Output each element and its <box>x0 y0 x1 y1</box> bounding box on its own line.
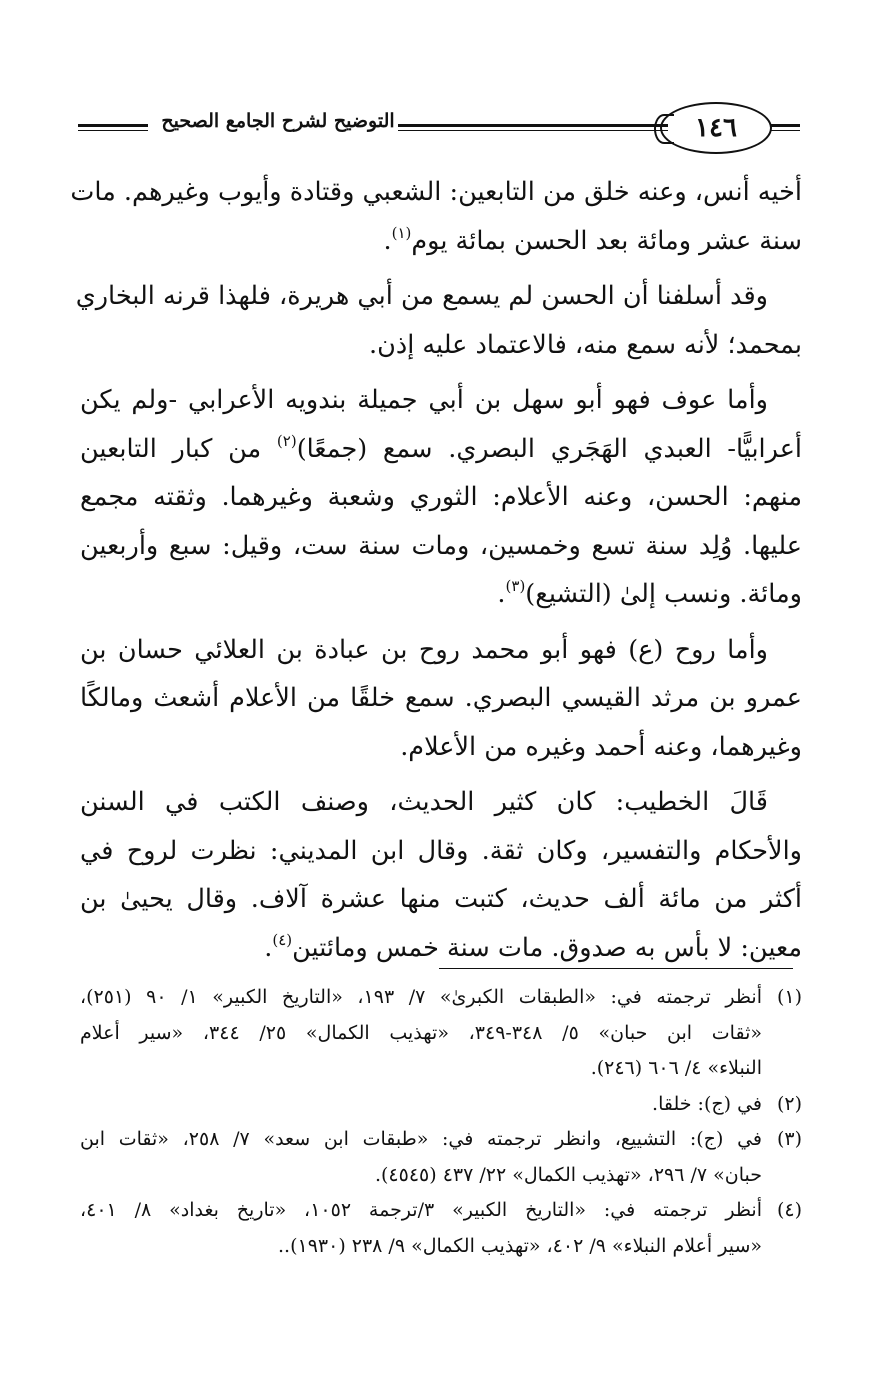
footnote-3 <box>80 1122 802 1193</box>
footnote-line: «سير أعلام النبلاء» ٩/ ٤٠٢، «تهذيب الكمال» ٩/ ٢٣٨ (١٩٣٠).. <box>277 1234 762 1257</box>
paragraph-1 <box>70 168 802 265</box>
text-fragment: من كبار التابعين <box>80 433 262 464</box>
page-header <box>78 96 800 160</box>
text-line <box>80 924 802 973</box>
footnote-text <box>80 980 762 1087</box>
footnote-text <box>80 1122 762 1193</box>
text-fragment: . <box>497 579 506 609</box>
footnote-line: في (ج): خلقا. <box>652 1092 762 1115</box>
footnote-text <box>80 1193 762 1264</box>
text-fragment: معين: لا بأس به صدوق. مات سنة خمس ومائتين <box>292 932 802 963</box>
text-line: قَالَ الخطيب: كان كثير الحديث، وصنف الكتب في السنن <box>80 787 768 817</box>
text-line: عمرو بن مرثد القيسي البصري. سمع خلقًا من الأعلام أشعث ومالكًا <box>80 683 802 713</box>
text-line: والأحكام والتفسير، وكان ثقة. وقال ابن المديني: نظرت لروح في <box>80 835 802 866</box>
paragraph-4 <box>80 626 802 772</box>
text-line: بمحمد؛ لأنه سمع منه، فالاعتماد عليه إذن. <box>369 329 802 360</box>
footnote-line: «ثقات ابن حبان» ٥/ ٣٤٨-٣٤٩، «تهذيب الكمال» ٢٥/ ٣٤٤، «سير أعلام <box>80 1021 762 1044</box>
text-line: عليها. وُلِد سنة تسع وخمسين، ومات سنة ست، وقيل: سبع وأربعين <box>80 530 802 561</box>
text-fragment: ومائة. ونسب إلىٰ (التشيع) <box>525 579 802 609</box>
header-rule-middle <box>398 124 668 127</box>
text-line: أكثر من مائة ألف حديث، كتبت منها عشرة آلاف. وقال يحيىٰ بن <box>80 884 802 914</box>
footnote-text <box>80 1087 762 1123</box>
paragraph-2 <box>75 272 802 369</box>
footnote-number: (١) <box>776 986 802 1008</box>
footnote-ref-1[interactable]: (١) <box>391 223 412 242</box>
running-title: التوضيح لشرح الجامع الصحيح <box>161 110 395 132</box>
page-number: ١٤٦ <box>660 102 772 154</box>
footnote-line: النبلاء» ٤/ ٦٠٦ (٢٤٦). <box>590 1057 762 1079</box>
footnote-number: (٢) <box>776 1092 802 1115</box>
footnote-2 <box>80 1087 802 1123</box>
text-line: وأما عوف فهو أبو سهل بن أبي جميلة بندويه الأعرابي -ولم يكن <box>80 385 768 415</box>
footnote-number: (٣) <box>776 1128 802 1150</box>
text-line <box>80 217 802 266</box>
footnote-divider <box>439 968 793 969</box>
footnote-line: أنظر ترجمته في: «التاريخ الكبير» ٣/ترجمة ١٠٥٢، «تاريخ بغداد» ٨/ ٤٠١، <box>80 1199 762 1221</box>
text-line <box>80 425 802 474</box>
header-rule-left <box>78 124 148 127</box>
text-line: وقد أسلفنا أن الحسن لم يسمع من أبي هريرة، فلهذا قرنه البخاري <box>75 281 768 311</box>
text-line: منهم: الحسن، وعنه الأعلام: الثوري وشعبة وغيرهما. وثقته مجمع <box>80 482 802 512</box>
text-fragment: . <box>383 225 392 256</box>
text-fragment: . <box>264 932 273 963</box>
footnote-1 <box>80 980 802 1087</box>
footnote-ref-4[interactable]: (٤) <box>272 930 293 949</box>
text-line <box>80 570 802 619</box>
footnote-line: في (ج): التشييع، وانظر ترجمته في: «طبقات ابن سعد» ٧/ ٢٥٨، «ثقات ابن <box>80 1128 762 1150</box>
footnote-ref-2[interactable]: (٢) <box>276 431 297 450</box>
text-fragment: سنة عشر ومائة بعد الحسن بمائة يوم <box>411 225 802 256</box>
footnote-4 <box>80 1193 802 1264</box>
paragraph-5 <box>80 778 802 972</box>
main-text <box>70 168 803 979</box>
paragraph-3 <box>80 376 802 619</box>
footnote-line: أنظر ترجمته في: «الطبقات الكبرىٰ» ٧/ ١٩٣، «التاريخ الكبير» ١/ ٩٠ (٢٥١)، <box>80 986 762 1008</box>
text-fragment: أعرابيًّا- العبدي الهَجَري البصري. سمع (جمعًا) <box>296 433 803 464</box>
footnote-ref-3[interactable]: (٣) <box>505 577 526 595</box>
text-line: وأما روح (ع) فهو أبو محمد روح بن عبادة بن العلائي حسان بن <box>80 634 768 665</box>
text-line: وغيرهما، وعنه أحمد وغيره من الأعلام. <box>400 731 802 762</box>
footnote-line: حبان» ٧/ ٢٩٦، «تهذيب الكمال» ٢٢/ ٤٣٧ (٤٥٤٥). <box>374 1163 762 1186</box>
footnote-number: (٤) <box>776 1199 802 1221</box>
footnotes <box>80 980 802 1264</box>
text-line: أخيه أنس، وعنه خلق من التابعين: الشعبي وقتادة وأيوب وغيرهم. مات <box>70 177 802 207</box>
